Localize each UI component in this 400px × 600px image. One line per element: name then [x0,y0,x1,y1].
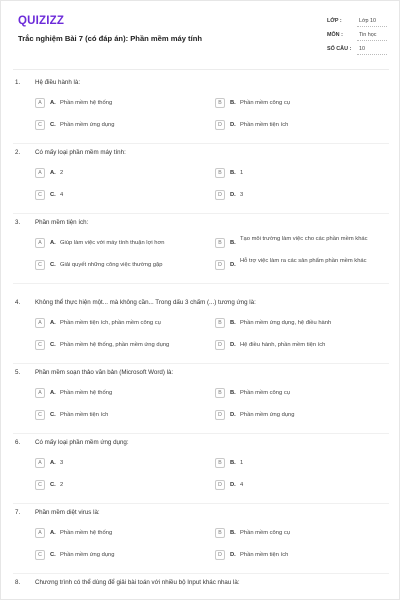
option-checkbox[interactable]: D [215,480,225,490]
option-checkbox[interactable]: B [215,318,225,328]
option-label: B. [230,529,236,536]
question-text: Phần mềm diệt virus là: [35,509,100,516]
option-b[interactable] [215,168,380,182]
question-separator [13,573,389,574]
option-label: B. [230,169,236,176]
option-text: Phần mềm ứng dụng, hệ điều hành [240,319,332,326]
option-text: 3 [240,191,244,198]
option-checkbox[interactable]: A [35,168,45,178]
option-label: C. [50,551,56,558]
option-text: 4 [240,481,244,488]
meta-key: MÔN : [327,32,343,38]
quizizz-logo: QUIZIZZ [18,15,65,27]
option-a[interactable] [35,388,200,402]
option-label: B. [230,239,236,246]
option-text: Phần mềm hệ thống, phần mềm ứng dụng [60,341,170,348]
question-number: 6. [15,439,21,446]
meta-underline [357,40,387,41]
question-number: 5. [15,369,21,376]
meta-row-count [327,43,397,57]
option-label: D. [230,341,236,348]
option-d[interactable] [215,480,380,494]
option-text: Giúp làm việc với máy tính thuận lợi hơn [60,239,165,246]
question-number: 3. [15,219,21,226]
question-separator [13,213,389,214]
option-checkbox[interactable]: C [35,550,45,560]
question-text: Không thể thực hiện một... mà không cần... Trong dấu 3 chấm (...) tương ứng là: [35,299,256,306]
option-checkbox[interactable]: D [215,550,225,560]
worksheet-title: Trắc nghiệm Bài 7 (có đáp án): Phần mềm máy tính [18,34,202,43]
option-checkbox[interactable]: C [35,480,45,490]
meta-key: LỚP : [327,18,342,24]
option-label: B. [230,389,236,396]
option-text: 1 [240,169,244,176]
option-a[interactable] [35,168,200,182]
option-checkbox[interactable]: A [35,98,45,108]
option-label: A. [50,99,56,106]
option-checkbox[interactable]: D [215,340,225,350]
question-text: Chương trình có thể dùng để giải bài toán với nhiều bộ Input khác nhau là: [35,579,240,586]
option-text: 3 [60,459,64,466]
question-number: 4. [15,299,21,306]
option-checkbox[interactable]: B [215,388,225,398]
option-label: C. [50,121,56,128]
option-a[interactable] [35,238,200,252]
question-number: 8. [15,579,21,586]
option-checkbox[interactable]: B [215,98,225,108]
option-b[interactable] [215,318,380,332]
option-d[interactable] [215,190,380,204]
option-text: Phần mềm hệ thống [60,99,113,106]
header-divider [13,69,389,70]
option-checkbox[interactable]: D [215,260,225,270]
option-checkbox[interactable]: B [215,458,225,468]
option-text: 1 [240,459,244,466]
option-label: C. [50,191,56,198]
option-text: Phần mềm công cụ [240,389,290,396]
option-label: A. [50,529,56,536]
option-text: Tạo môi trường làm việc cho các phần mềm khác [240,236,368,242]
option-text: Hệ điều hành, phần mềm tiện ích [240,341,326,348]
option-label: D. [230,411,236,418]
option-d[interactable] [215,260,380,274]
option-label: A. [50,169,56,176]
option-label: D. [230,551,236,558]
option-c[interactable] [35,550,200,564]
meta-underline [357,26,387,27]
option-a[interactable] [35,458,200,472]
option-text: Phần mềm tiện ích [60,411,109,418]
option-d[interactable] [215,120,380,134]
option-d[interactable] [215,340,380,354]
option-text: Phần mềm ứng dụng [240,411,295,418]
option-label: A. [50,389,56,396]
option-checkbox[interactable]: B [215,528,225,538]
option-label: C. [50,261,56,268]
option-checkbox[interactable]: A [35,458,45,468]
option-b[interactable] [215,528,380,542]
meta-row-class [327,15,397,29]
question-text: Phần mềm soạn thảo văn bản (Microsoft Word) là: [35,369,174,376]
option-label: B. [230,459,236,466]
question-separator [13,283,389,284]
option-c[interactable] [35,480,200,494]
meta-value: Lớp 10 [359,18,377,24]
option-label: D. [230,121,236,128]
option-label: A. [50,319,56,326]
question-number: 7. [15,509,21,516]
question-text: Phần mềm tiện ích: [35,219,89,226]
option-a[interactable] [35,98,200,112]
option-checkbox[interactable]: D [215,410,225,420]
option-a[interactable] [35,318,200,332]
option-text: 4 [60,191,64,198]
question-text: Có mấy loại phần mềm ứng dụng: [35,439,129,446]
option-c[interactable] [35,410,200,424]
question-number: 1. [15,79,21,86]
meta-underline [357,54,387,55]
option-a[interactable] [35,528,200,542]
option-d[interactable] [215,410,380,424]
meta-key: SỐ CÂU : [327,46,352,52]
worksheet-header [13,11,391,69]
option-checkbox[interactable]: C [35,340,45,350]
option-label: D. [230,261,236,268]
option-checkbox[interactable]: C [35,120,45,130]
option-text: Phần mềm hệ thống [60,529,113,536]
option-c[interactable] [35,190,200,204]
question-separator [13,433,389,434]
option-text: 2 [60,481,64,488]
option-text: Phần mềm công cụ [240,529,290,536]
option-label: D. [230,481,236,488]
option-b[interactable] [215,458,380,472]
option-label: D. [230,191,236,198]
question-separator [13,503,389,504]
option-label: B. [230,99,236,106]
question-separator [13,143,389,144]
option-text: Giải quyết những công việc thường gặp [60,261,163,268]
question-text: Hệ điều hành là: [35,79,81,86]
meta-value: Tin học [359,32,377,38]
option-label: A. [50,459,56,466]
option-checkbox[interactable]: A [35,318,45,328]
option-text: Phần mềm hệ thống [60,389,113,396]
option-label: C. [50,341,56,348]
option-checkbox[interactable]: C [35,260,45,270]
question-number: 2. [15,149,21,156]
worksheet-meta [327,15,397,57]
option-checkbox[interactable]: A [35,238,45,248]
option-checkbox[interactable]: D [215,120,225,130]
option-b[interactable] [215,238,380,252]
option-text: Phần mềm tiện ích [240,551,289,558]
option-checkbox[interactable]: C [35,410,45,420]
option-checkbox[interactable]: C [35,190,45,200]
option-b[interactable] [215,98,380,112]
option-checkbox[interactable]: A [35,528,45,538]
option-checkbox[interactable]: B [215,238,225,248]
option-label: B. [230,319,236,326]
option-label: C. [50,411,56,418]
meta-row-subject [327,29,397,43]
option-checkbox[interactable]: D [215,190,225,200]
option-d[interactable] [215,550,380,564]
question-text: Có mấy loại phần mềm máy tính: [35,149,126,156]
option-c[interactable] [35,120,200,134]
option-text: Phần mềm tiện ích, phần mềm công cụ [60,319,161,326]
option-text: Phần mềm ứng dụng [60,121,115,128]
option-checkbox[interactable]: A [35,388,45,398]
option-text: Hỗ trợ việc làm ra các sản phẩm phần mềm khác [240,258,367,264]
option-label: C. [50,481,56,488]
option-text: Phần mềm công cụ [240,99,290,106]
option-b[interactable] [215,388,380,402]
option-c[interactable] [35,260,200,274]
option-checkbox[interactable]: B [215,168,225,178]
option-text: Phần mềm tiện ích [240,121,289,128]
option-c[interactable] [35,340,200,354]
meta-value: 10 [359,46,365,52]
option-text: Phần mềm ứng dụng [60,551,115,558]
option-label: A. [50,239,56,246]
option-text: 2 [60,169,64,176]
question-separator [13,363,389,364]
